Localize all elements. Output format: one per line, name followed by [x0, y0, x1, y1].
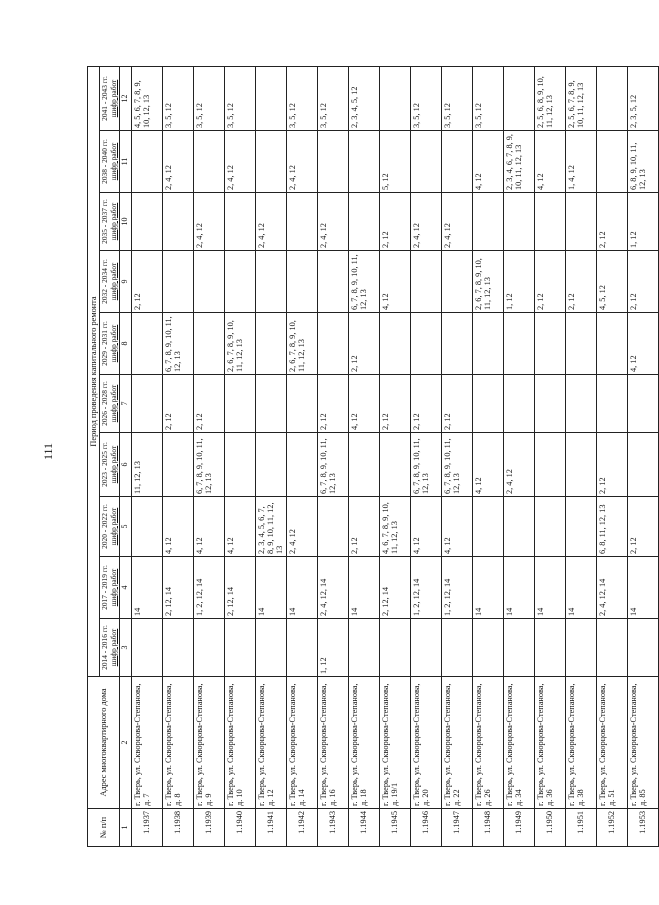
work-cipher-cell: 2, 4, 12 [286, 497, 317, 557]
work-cipher-cell [286, 433, 317, 497]
work-cipher-cell [348, 433, 379, 497]
work-cipher-cell [131, 375, 162, 433]
work-cipher-cell [565, 619, 596, 677]
work-cipher-cell [348, 619, 379, 677]
work-cipher-cell: 5, 12 [379, 131, 410, 193]
work-cipher-cell: 1, 2, 12, 14 [410, 557, 441, 619]
work-cipher-cell: 2, 3, 4, 6, 7, 8, 9, 10, 11, 12, 13 [503, 131, 534, 193]
work-cipher-cell [131, 497, 162, 557]
work-cipher-cell [472, 313, 503, 375]
work-cipher-cell [596, 313, 627, 375]
period-header-cell [100, 619, 120, 677]
work-cipher-cell [162, 251, 193, 313]
period-header-cell [100, 131, 120, 193]
column-number-cell: 8 [119, 313, 131, 375]
work-cipher-cell [534, 193, 565, 251]
row-number-cell: 1.1945 [379, 809, 410, 847]
address-cell: г. Тверь, ул. Скворцова-Степанова, д. 85 [627, 677, 658, 809]
work-cipher-cell: 1, 12 [317, 619, 348, 677]
work-cipher-cell [255, 313, 286, 375]
work-cipher-cell: 4, 12 [534, 131, 565, 193]
work-cipher-cell: 2, 12 [379, 375, 410, 433]
work-cipher-cell: 4, 12 [348, 375, 379, 433]
work-cipher-cell: 3, 5, 12 [472, 66, 503, 130]
address-cell: г. Тверь, ул. Скворцова-Степанова, д. 22 [441, 677, 472, 809]
work-cipher-cell: 1, 12 [627, 193, 658, 251]
work-cipher-cell [503, 313, 534, 375]
work-cipher-cell: 4, 5, 6, 7, 8, 9, 10, 12, 13 [131, 66, 162, 130]
table-row [348, 66, 379, 846]
address-cell: г. Тверь, ул. Скворцова-Степанова, д. 12 [255, 677, 286, 809]
work-cipher-cell: 14 [627, 557, 658, 619]
work-cipher-cell: 2, 3, 5, 12 [627, 66, 658, 130]
address-cell: г. Тверь, ул. Скворцова-Степанова, д. 8 [162, 677, 193, 809]
work-cipher-cell: 2, 5, 6, 7, 8, 9, 10, 11, 12, 13 [565, 66, 596, 130]
work-cipher-cell [410, 131, 441, 193]
work-cipher-cell: 2, 12, 14 [379, 557, 410, 619]
cipher-label: шифр работ [108, 568, 118, 607]
row-number-cell: 1.1939 [193, 809, 224, 847]
work-cipher-cell: 2, 12 [162, 375, 193, 433]
address-cell: г. Тверь, ул. Скворцова-Степанова, д. 16 [317, 677, 348, 809]
work-cipher-cell [131, 193, 162, 251]
work-cipher-cell [596, 375, 627, 433]
work-cipher-cell: 2, 12 [379, 193, 410, 251]
work-cipher-cell: 4, 6, 7, 8, 9, 10, 11, 12, 13 [379, 497, 410, 557]
work-cipher-cell: 3, 5, 12 [286, 66, 317, 130]
period-label: 2035 - 2037 гг. [100, 199, 110, 244]
work-cipher-cell [410, 619, 441, 677]
header-address: Адрес многоквартирного дома [88, 677, 120, 809]
work-cipher-cell [193, 313, 224, 375]
work-cipher-cell [162, 433, 193, 497]
address-cell: г. Тверь, ул. Скворцова-Степанова, д. 14 [286, 677, 317, 809]
work-cipher-cell: 1, 4, 12 [565, 131, 596, 193]
row-number-cell: 1.1938 [162, 809, 193, 847]
column-number-cell: 2 [119, 677, 131, 809]
column-number-cell: 11 [119, 131, 131, 193]
work-cipher-cell [255, 375, 286, 433]
period-header-cell [100, 497, 120, 557]
address-cell: г. Тверь, ул. Скворцова-Степанова, д. 7 [131, 677, 162, 809]
work-cipher-cell: 2, 4, 12 [286, 131, 317, 193]
work-cipher-cell: 2, 4, 12 [255, 193, 286, 251]
column-number-cell: 7 [119, 375, 131, 433]
work-cipher-cell: 4, 12 [441, 497, 472, 557]
period-label: 2014 - 2016 гг. [100, 625, 110, 670]
work-cipher-cell: 6, 7, 8, 9, 10, 11, 12, 13 [162, 313, 193, 375]
work-cipher-cell [317, 497, 348, 557]
work-cipher-cell: 6, 7, 8, 9, 10, 11, 12, 13 [317, 433, 348, 497]
work-cipher-cell [286, 251, 317, 313]
work-cipher-cell: 3, 5, 12 [410, 66, 441, 130]
work-cipher-cell [348, 131, 379, 193]
work-cipher-cell: 2, 12 [348, 313, 379, 375]
work-cipher-cell [162, 193, 193, 251]
work-cipher-cell [224, 251, 255, 313]
table-row [534, 66, 565, 846]
capital-repair-table [87, 66, 659, 847]
period-label: 2017 - 2019 гг. [100, 565, 110, 610]
row-number-cell: 1.1940 [224, 809, 255, 847]
work-cipher-cell [255, 66, 286, 130]
work-cipher-cell: 3, 5, 12 [162, 66, 193, 130]
work-cipher-cell: 4, 12 [379, 251, 410, 313]
work-cipher-cell [472, 619, 503, 677]
work-cipher-cell [224, 375, 255, 433]
period-header-cell [100, 193, 120, 251]
work-cipher-cell: 2, 4, 12 [317, 193, 348, 251]
period-header-cell [100, 66, 120, 130]
work-cipher-cell [441, 251, 472, 313]
page-number: 111 [41, 442, 56, 461]
work-cipher-cell: 2, 5, 6, 8, 9, 10, 11, 12, 13 [534, 66, 565, 130]
work-cipher-cell [255, 131, 286, 193]
work-cipher-cell [441, 619, 472, 677]
work-cipher-cell [348, 193, 379, 251]
work-cipher-cell [255, 619, 286, 677]
period-label: 2032 - 2034 гг. [100, 259, 110, 304]
work-cipher-cell [255, 251, 286, 313]
work-cipher-cell [596, 66, 627, 130]
column-number-cell: 1 [119, 809, 131, 847]
work-cipher-cell [627, 619, 658, 677]
work-cipher-cell [627, 375, 658, 433]
work-cipher-cell: 2, 4, 12 [162, 131, 193, 193]
work-cipher-cell [534, 433, 565, 497]
period-header-cell [100, 557, 120, 619]
work-cipher-cell: 2, 4, 12 [441, 193, 472, 251]
work-cipher-cell [286, 375, 317, 433]
work-cipher-cell [255, 433, 286, 497]
work-cipher-cell: 4, 12 [224, 497, 255, 557]
work-cipher-cell [596, 619, 627, 677]
work-cipher-cell [503, 497, 534, 557]
row-number-cell: 1.1946 [410, 809, 441, 847]
work-cipher-cell: 2, 3, 4, 5, 12 [348, 66, 379, 130]
row-number-cell: 1.1937 [131, 809, 162, 847]
cipher-label: шифр работ [108, 79, 118, 118]
work-cipher-cell [503, 375, 534, 433]
period-label: 2020 - 2022 гг. [100, 504, 110, 549]
table-row [131, 66, 162, 846]
work-cipher-cell: 2, 4, 12, 14 [596, 557, 627, 619]
work-cipher-cell [565, 497, 596, 557]
work-cipher-cell: 4, 12 [162, 497, 193, 557]
address-cell: г. Тверь, ул. Скворцова-Степанова, д. 9 [193, 677, 224, 809]
work-cipher-cell [379, 433, 410, 497]
work-cipher-cell: 14 [534, 557, 565, 619]
work-cipher-cell: 2, 12 [534, 251, 565, 313]
work-cipher-cell: 2, 12 [410, 375, 441, 433]
row-number-cell: 1.1944 [348, 809, 379, 847]
table-row [224, 66, 255, 846]
row-number-cell: 1.1953 [627, 809, 658, 847]
work-cipher-cell [162, 619, 193, 677]
row-number-cell: 1.1952 [596, 809, 627, 847]
work-cipher-cell: 2, 12 [348, 497, 379, 557]
work-cipher-cell: 2, 12 [627, 251, 658, 313]
work-cipher-cell: 6, 7, 8, 9, 10, 11, 12, 13 [441, 433, 472, 497]
work-cipher-cell: 2, 12 [317, 375, 348, 433]
work-cipher-cell: 14 [472, 557, 503, 619]
period-header-cell [100, 313, 120, 375]
work-cipher-cell: 2, 12, 14 [162, 557, 193, 619]
table-row [503, 66, 534, 846]
work-cipher-cell: 2, 3, 4, 5, 6, 7, 8, 9, 10, 11, 12, 13 [255, 497, 286, 557]
work-cipher-cell [286, 193, 317, 251]
work-cipher-cell [224, 433, 255, 497]
cipher-label: шифр работ [108, 628, 118, 667]
column-number-cell: 5 [119, 497, 131, 557]
cipher-label: шифр работ [108, 507, 118, 546]
work-cipher-cell: 4, 12 [472, 131, 503, 193]
work-cipher-cell: 2, 4, 12 [224, 131, 255, 193]
work-cipher-cell: 3, 5, 12 [441, 66, 472, 130]
work-cipher-cell [596, 131, 627, 193]
work-cipher-cell [317, 131, 348, 193]
work-cipher-cell: 2, 4, 12 [410, 193, 441, 251]
work-cipher-cell: 6, 8, 9, 10, 11, 12, 13 [627, 131, 658, 193]
period-label: 2029 - 2031 гг. [100, 321, 110, 366]
work-cipher-cell: 1, 12 [503, 251, 534, 313]
work-cipher-cell: 4, 12 [193, 497, 224, 557]
work-cipher-cell [534, 619, 565, 677]
work-cipher-cell [503, 619, 534, 677]
work-cipher-cell: 4, 12 [410, 497, 441, 557]
table-row [565, 66, 596, 846]
period-label: 2038 - 2040 гг. [100, 139, 110, 184]
work-cipher-cell [472, 497, 503, 557]
work-cipher-cell: 11, 12, 13 [131, 433, 162, 497]
table-row [255, 66, 286, 846]
work-cipher-cell: 6, 7, 8, 9, 10, 11, 12, 13 [348, 251, 379, 313]
column-number-cell: 10 [119, 193, 131, 251]
address-cell: г. Тверь, ул. Скворцова-Степанова, д. 19/1 [379, 677, 410, 809]
column-number-cell: 9 [119, 251, 131, 313]
table-row [627, 66, 658, 846]
cipher-label: шифр работ [108, 142, 118, 181]
work-cipher-cell [503, 66, 534, 130]
work-cipher-cell [565, 375, 596, 433]
row-number-cell: 1.1943 [317, 809, 348, 847]
work-cipher-cell [193, 251, 224, 313]
work-cipher-cell [193, 131, 224, 193]
period-label: 2041 - 2043 гг. [100, 76, 110, 121]
work-cipher-cell: 4, 12 [472, 433, 503, 497]
row-number-cell: 1.1941 [255, 809, 286, 847]
work-cipher-cell: 2, 12 [596, 433, 627, 497]
work-cipher-cell [131, 313, 162, 375]
work-cipher-cell [410, 313, 441, 375]
work-cipher-cell: 14 [565, 557, 596, 619]
work-cipher-cell: 2, 12 [441, 375, 472, 433]
cipher-label: шифр работ [108, 445, 118, 484]
period-header-cell [100, 375, 120, 433]
row-number-cell: 1.1942 [286, 809, 317, 847]
period-header-cell [100, 433, 120, 497]
row-number-cell: 1.1951 [565, 809, 596, 847]
row-number-cell: 1.1949 [503, 809, 534, 847]
work-cipher-cell: 14 [503, 557, 534, 619]
work-cipher-cell [441, 313, 472, 375]
work-cipher-cell [534, 497, 565, 557]
work-cipher-cell [503, 193, 534, 251]
work-cipher-cell [286, 619, 317, 677]
work-cipher-cell [565, 193, 596, 251]
table-row [193, 66, 224, 846]
row-number-cell: 1.1950 [534, 809, 565, 847]
address-cell: г. Тверь, ул. Скворцова-Степанова, д. 18 [348, 677, 379, 809]
period-label: 2023 - 2025 гг. [100, 442, 110, 487]
work-cipher-cell: 6, 7, 8, 9, 10, 11, 12, 13 [193, 433, 224, 497]
work-cipher-cell: 2, 6, 7, 8, 9, 10, 11, 12, 13 [472, 251, 503, 313]
column-number-cell: 3 [119, 619, 131, 677]
work-cipher-cell [472, 193, 503, 251]
table-row [379, 66, 410, 846]
work-cipher-cell [534, 313, 565, 375]
work-cipher-cell: 2, 6, 7, 8, 9, 10, 11, 12, 13 [286, 313, 317, 375]
work-cipher-cell [627, 433, 658, 497]
work-cipher-cell: 3, 5, 12 [193, 66, 224, 130]
work-cipher-cell: 1, 2, 12, 14 [193, 557, 224, 619]
table-row [286, 66, 317, 846]
work-cipher-cell: 1, 2, 12, 14 [441, 557, 472, 619]
table-row [596, 66, 627, 846]
cipher-label: шифр работ [108, 202, 118, 241]
table-body [131, 66, 658, 846]
work-cipher-cell [131, 131, 162, 193]
address-cell: г. Тверь, ул. Скворцова-Степанова, д. 38 [565, 677, 596, 809]
work-cipher-cell: 2, 12, 14 [224, 557, 255, 619]
work-cipher-cell [379, 619, 410, 677]
table-row [162, 66, 193, 846]
work-cipher-cell [317, 313, 348, 375]
work-cipher-cell: 2, 4, 12 [193, 193, 224, 251]
period-header-cell [100, 251, 120, 313]
work-cipher-cell: 3, 5, 12 [224, 66, 255, 130]
work-cipher-cell: 6, 7, 8, 9, 10, 11, 12, 13 [410, 433, 441, 497]
work-cipher-cell: 14 [286, 557, 317, 619]
work-cipher-cell: 2, 6, 7, 8, 9, 10, 11, 12, 13 [224, 313, 255, 375]
column-number-cell: 6 [119, 433, 131, 497]
address-cell: г. Тверь, ул. Скворцова-Степанова, д. 26 [472, 677, 503, 809]
work-cipher-cell: 2, 12 [565, 251, 596, 313]
table-row [472, 66, 503, 846]
period-label: 2026 - 2028 гг. [100, 381, 110, 426]
work-cipher-cell [565, 433, 596, 497]
address-cell: г. Тверь, ул. Скворцова-Степанова, д. 36 [534, 677, 565, 809]
work-cipher-cell: 14 [255, 557, 286, 619]
work-cipher-cell [224, 619, 255, 677]
work-cipher-cell [472, 375, 503, 433]
address-cell: г. Тверь, ул. Скворцова-Степанова, д. 10 [224, 677, 255, 809]
address-cell: г. Тверь, ул. Скворцова-Степанова, д. 20 [410, 677, 441, 809]
work-cipher-cell: 2, 4, 12, 14 [317, 557, 348, 619]
header-period: Период проведения капитального ремонта [88, 66, 100, 676]
work-cipher-cell: 2, 12 [596, 193, 627, 251]
work-cipher-cell [410, 251, 441, 313]
work-cipher-cell: 14 [348, 557, 379, 619]
table-row [441, 66, 472, 846]
cipher-label: шифр работ [108, 384, 118, 423]
work-cipher-cell [131, 619, 162, 677]
cipher-label: шифр работ [108, 324, 118, 363]
rotated-table-container [87, 67, 648, 847]
column-number-row [119, 66, 131, 846]
work-cipher-cell [379, 313, 410, 375]
row-number-cell: 1.1947 [441, 809, 472, 847]
work-cipher-cell [224, 193, 255, 251]
work-cipher-cell [441, 131, 472, 193]
work-cipher-cell [317, 251, 348, 313]
address-cell: г. Тверь, ул. Скворцова-Степанова, д. 34 [503, 677, 534, 809]
work-cipher-cell: 4, 12 [627, 313, 658, 375]
work-cipher-cell: 2, 12 [627, 497, 658, 557]
header-number: № п/п [88, 809, 120, 847]
table-row [410, 66, 441, 846]
work-cipher-cell: 3, 5, 12 [317, 66, 348, 130]
work-cipher-cell: 4, 5, 12 [596, 251, 627, 313]
work-cipher-cell [193, 619, 224, 677]
work-cipher-cell: 2, 12 [193, 375, 224, 433]
work-cipher-cell [379, 66, 410, 130]
cipher-label: шифр работ [108, 262, 118, 301]
work-cipher-cell [565, 313, 596, 375]
table-row [317, 66, 348, 846]
work-cipher-cell: 2, 12 [131, 251, 162, 313]
address-cell: г. Тверь, ул. Скворцова-Степанова, д. 51 [596, 677, 627, 809]
work-cipher-cell [534, 375, 565, 433]
work-cipher-cell: 2, 4, 12 [503, 433, 534, 497]
column-number-cell: 4 [119, 557, 131, 619]
work-cipher-cell: 6, 8, 11, 12, 13 [596, 497, 627, 557]
work-cipher-cell: 14 [131, 557, 162, 619]
column-number-cell: 12 [119, 66, 131, 130]
row-number-cell: 1.1948 [472, 809, 503, 847]
